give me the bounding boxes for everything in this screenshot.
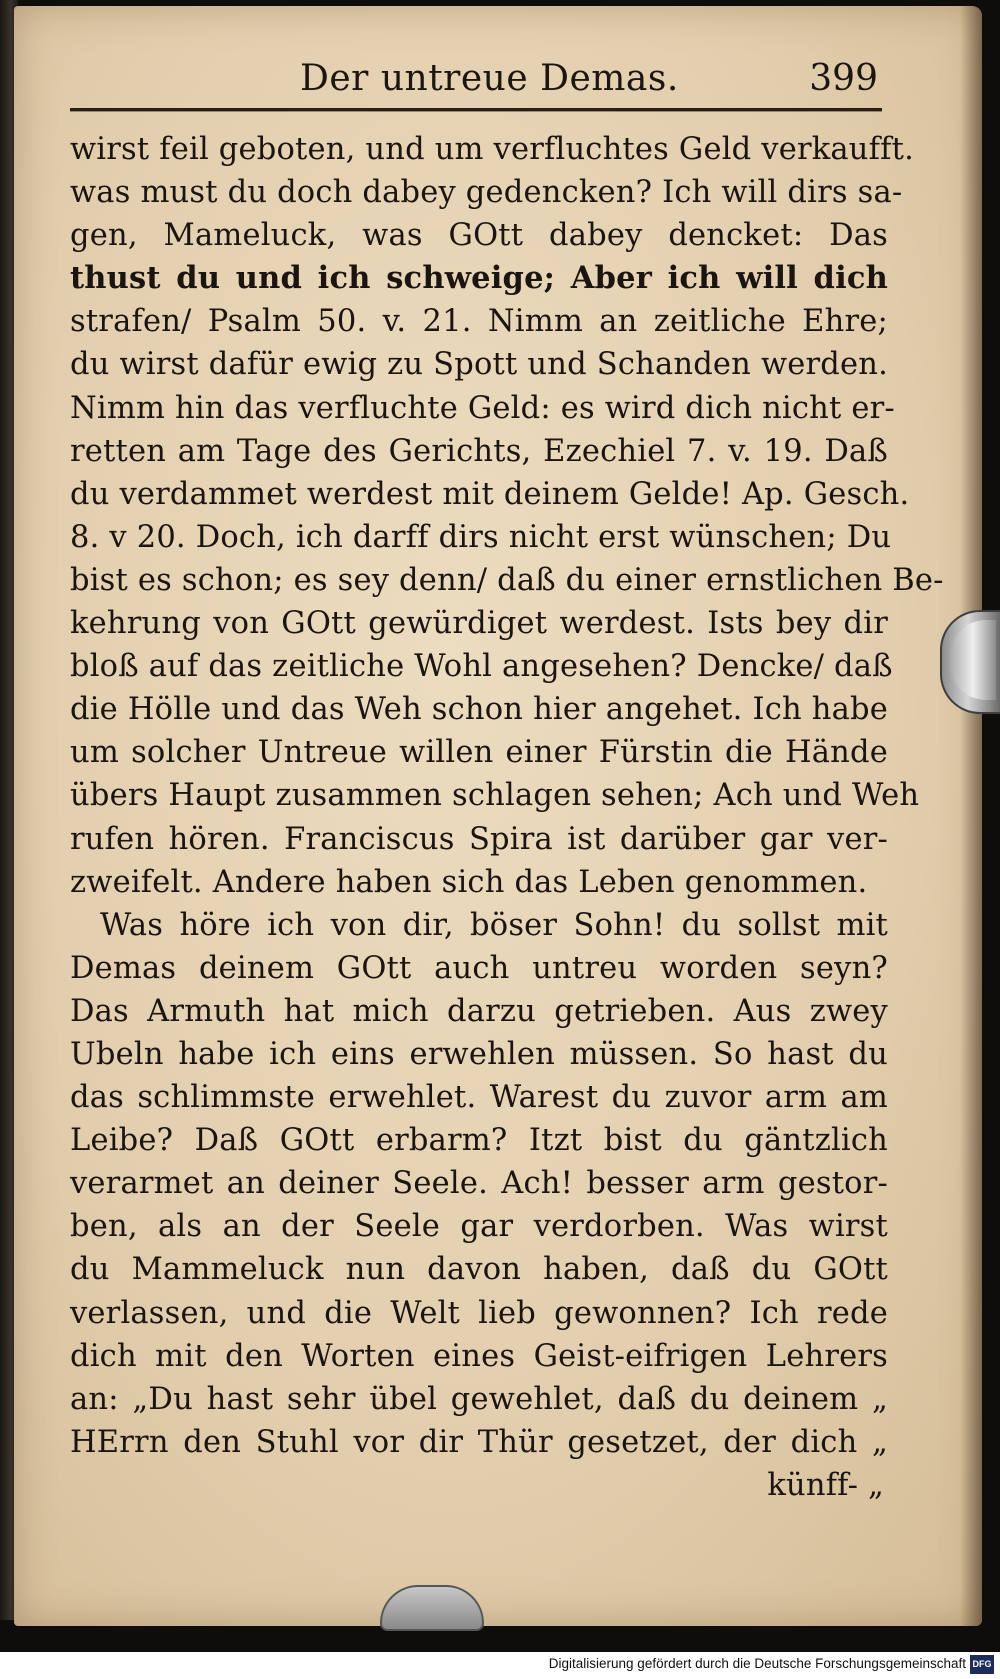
text-line: die Hölle und das Weh schon hier angehet. Ich habe (70, 692, 888, 728)
text-line: Demas deinem GOtt auch untreu worden seyn? (70, 950, 888, 986)
text-line: bist es schon; es sey denn/ daß du einer ernstlichen Be- (70, 562, 944, 598)
running-head (60, 58, 890, 108)
text-line: zweifelt. Andere haben sich das Leben genommen. (70, 864, 868, 900)
page-edge-shadow (960, 6, 982, 1626)
text-line: bloß auf das zeitliche Wohl angesehen? Dencke/ daß (70, 649, 893, 685)
text-line: du wirst dafür ewig zu Spott und Schanden werden. (70, 347, 888, 383)
catchword: künff- „ (767, 1467, 884, 1503)
text-line: thust du und ich schweige; Aber ich will dich (70, 260, 888, 297)
header-rule (70, 108, 882, 111)
text-line: du Mammeluck nun davon haben, daß du GOtt (70, 1252, 888, 1288)
text-line: kehrung von GOtt gewürdiget werdest. Ists bey dir (70, 606, 888, 642)
text-line: 8. v 20. Doch, ich darff dirs nicht erst wünschen; Du (70, 519, 892, 555)
text-line: verarmet an deiner Seele. Ach! besser arm gestor- (70, 1166, 888, 1202)
text-line: strafen/ Psalm 50. v. 21. Nimm an zeitliche Ehre; (70, 304, 888, 340)
body-text (70, 128, 944, 1507)
text-line: verlassen, und die Welt lieb gewonnen? Ich rede (70, 1295, 888, 1331)
text-line: rufen hören. Franciscus Spira ist darüber gar ver- (70, 821, 888, 857)
text-line: du verdammet werdest mit deinem Gelde! Ap. Gesch. (70, 476, 910, 512)
text-line: gen, Mameluck, was GOtt dabey dencket: Das (70, 218, 888, 254)
dfg-logo: DFG (970, 1655, 994, 1674)
text-line: wirst feil geboten, und um verfluchtes Geld verkaufft. (70, 132, 914, 167)
text-line: das schlimmste erwehlet. Warest du zuvor arm am (70, 1080, 888, 1116)
page-clip-right (940, 610, 1000, 714)
text-line: Was höre ich von dir, böser Sohn! du sollst mit (100, 907, 888, 943)
text-line: Ubeln habe ich eins erwehlen müssen. So hast du (70, 1036, 888, 1072)
text-line: Das Armuth hat mich darzu getrieben. Aus zwey (70, 993, 888, 1029)
text-line: retten am Tage des Gerichts, Ezechiel 7. v. 19. Daß (70, 433, 888, 469)
text-line: ben, als an der Seele gar verdorben. Was wirst (70, 1209, 888, 1245)
page-clip-bottom (380, 1585, 484, 1631)
running-head-title: Der untreue Demas. (300, 58, 679, 99)
text-line: dich mit den Worten eines Geist-eifrigen Lehrers (70, 1338, 888, 1374)
text-line: HErrn den Stuhl vor dir Thür gesetzet, der dich „ (70, 1424, 888, 1460)
digitization-footer (0, 1652, 1000, 1679)
text-line: Nimm hin das verfluchte Geld: es wird dich nicht er- (70, 390, 895, 426)
text-line: übers Haupt zusammen schlagen sehen; Ach und Weh (70, 778, 920, 814)
funding-credit: Digitalisierung gefördert durch die Deutsche Forschungsgemeinschaft (548, 1656, 966, 1671)
text-line: Leibe? Daß GOtt erbarm? Itzt bist du gäntzlich (70, 1123, 888, 1159)
text-line: was must du doch dabey gedencken? Ich will dirs sa- (70, 175, 903, 211)
text-line: an: „Du hast sehr übel gewehlet, daß du deinem „ (70, 1381, 888, 1417)
page-clip-right-highlight (950, 620, 996, 700)
page-number: 399 (809, 58, 878, 99)
text-line: um solcher Untreue willen einer Fürstin die Hände (70, 735, 888, 771)
